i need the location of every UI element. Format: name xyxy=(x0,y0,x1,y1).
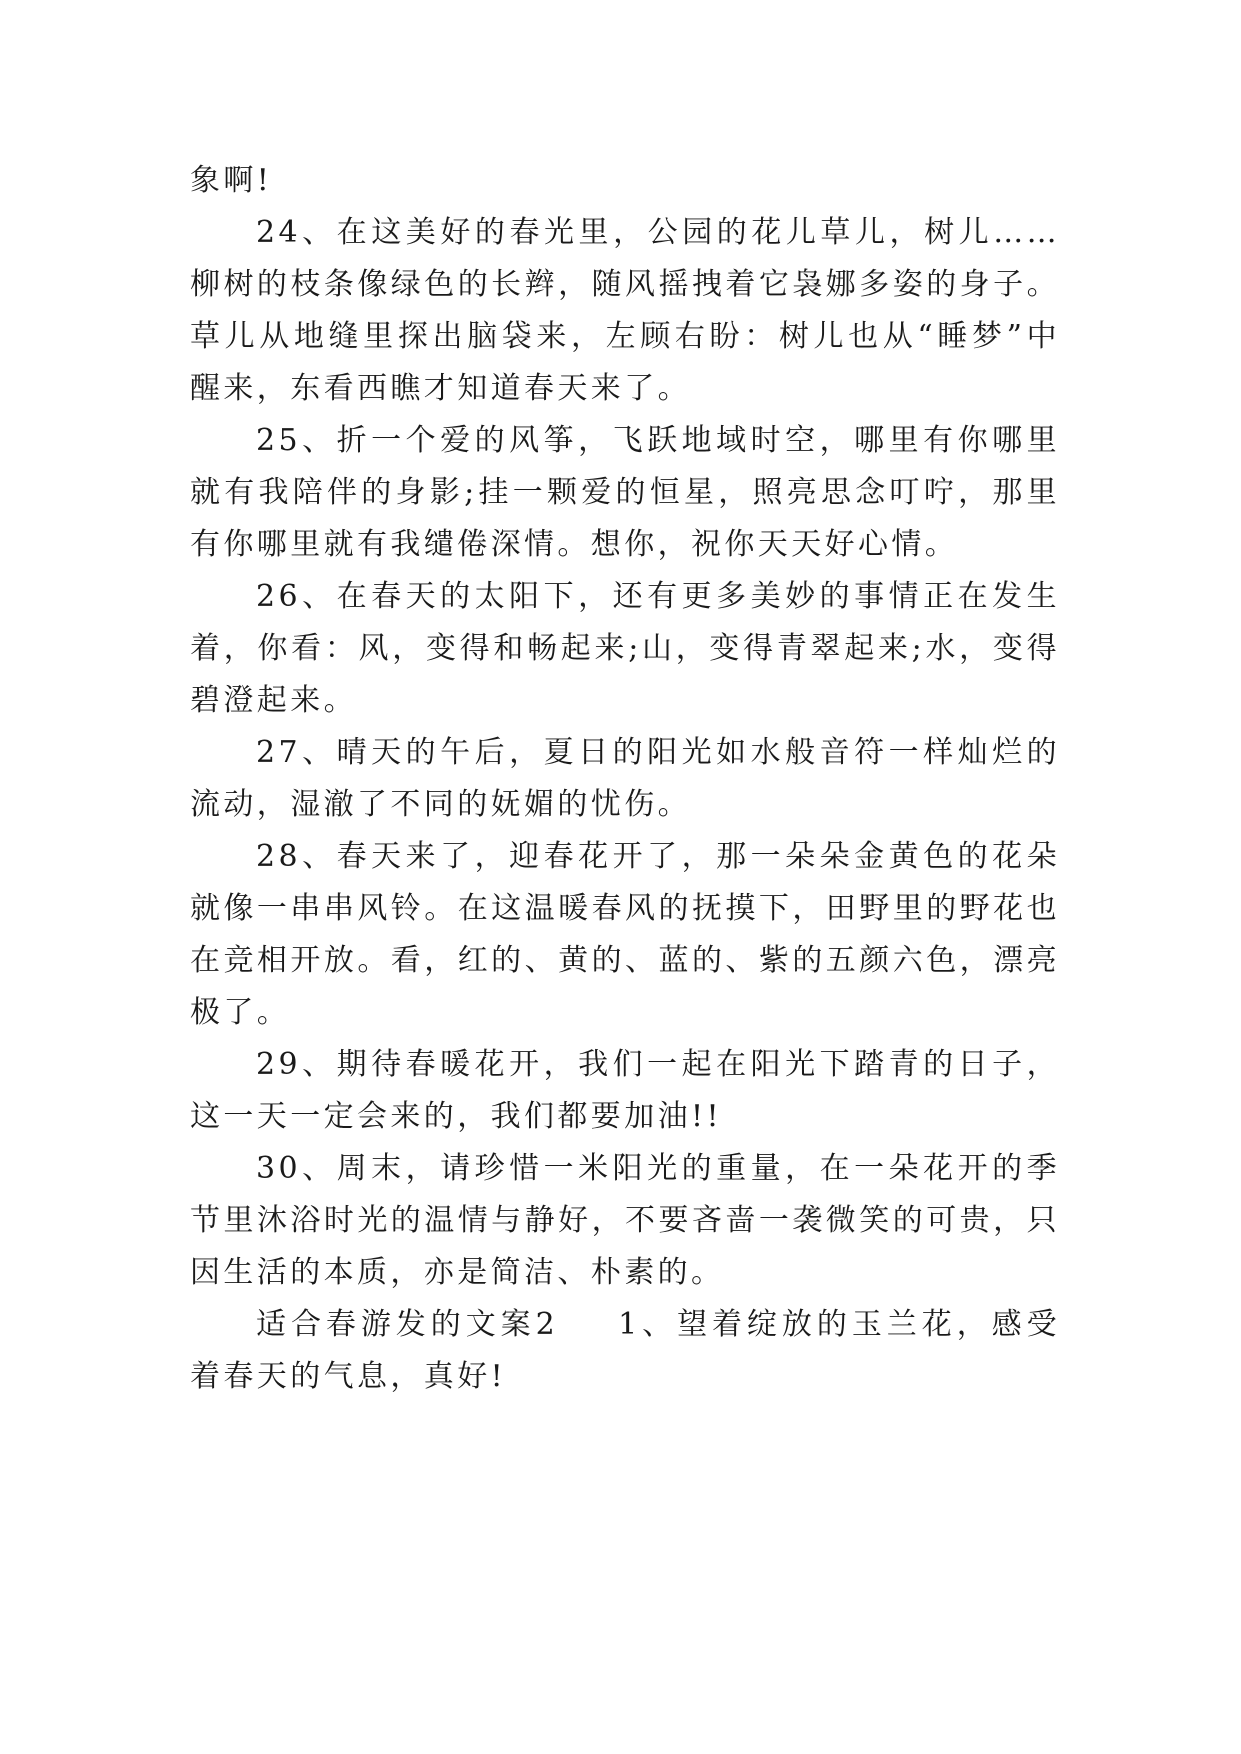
paragraph-continuation: 象啊! xyxy=(190,163,273,198)
paragraph-30: 30、周末，请珍惜一米阳光的重量，在一朵花开的季节里沐浴时光的温情与静好，不要吝啬一袭微笑的可贵，只因生活的本质，亦是简洁、朴素的。 xyxy=(190,1151,1060,1290)
paragraph-29: 29、期待春暖花开，我们一起在阳光下踏青的日子，这一天一定会来的，我们都要加油!! xyxy=(190,1047,1060,1134)
paragraph-26: 26、在春天的太阳下，还有更多美妙的事情正在发生着，你看：风，变得和畅起来;山，变得青翠起来;水，变得碧澄起来。 xyxy=(190,579,1060,718)
paragraph-28: 28、春天来了，迎春花开了，那一朵朵金黄色的花朵就像一串串风铃。在这温暖春风的抚摸下，田野里的野花也在竞相开放。看，红的、黄的、蓝的、紫的五颜六色，漂亮极了。 xyxy=(190,839,1060,1030)
paragraph-24: 24、在这美好的春光里，公园的花儿草儿，树儿……柳树的枝条像绿色的长辫，随风摇拽着它袅娜多姿的身子。草儿从地缝里探出脑袋来，左顾右盼：树儿也从“睡梦”中醒来，东看西瞧才知道春天来了。 xyxy=(190,215,1060,406)
document-body xyxy=(190,155,1060,1403)
section-title: 适合春游发的文案2 xyxy=(256,1307,559,1342)
section-paragraph xyxy=(190,1299,1060,1403)
paragraph-25: 25、折一个爱的风筝，飞跃地域时空，哪里有你哪里就有我陪伴的身影;挂一颗爱的恒星，照亮思念叮咛，那里有你哪里就有我缱倦深情。想你，祝你天天好心情。 xyxy=(190,423,1060,562)
section-first-item: 1、望着绽放的玉兰花，感受着春天的气息，真好! xyxy=(190,1307,1060,1394)
paragraph-27: 27、晴天的午后，夏日的阳光如水般音符一样灿烂的流动，湿澈了不同的妩媚的忧伤。 xyxy=(190,735,1060,822)
